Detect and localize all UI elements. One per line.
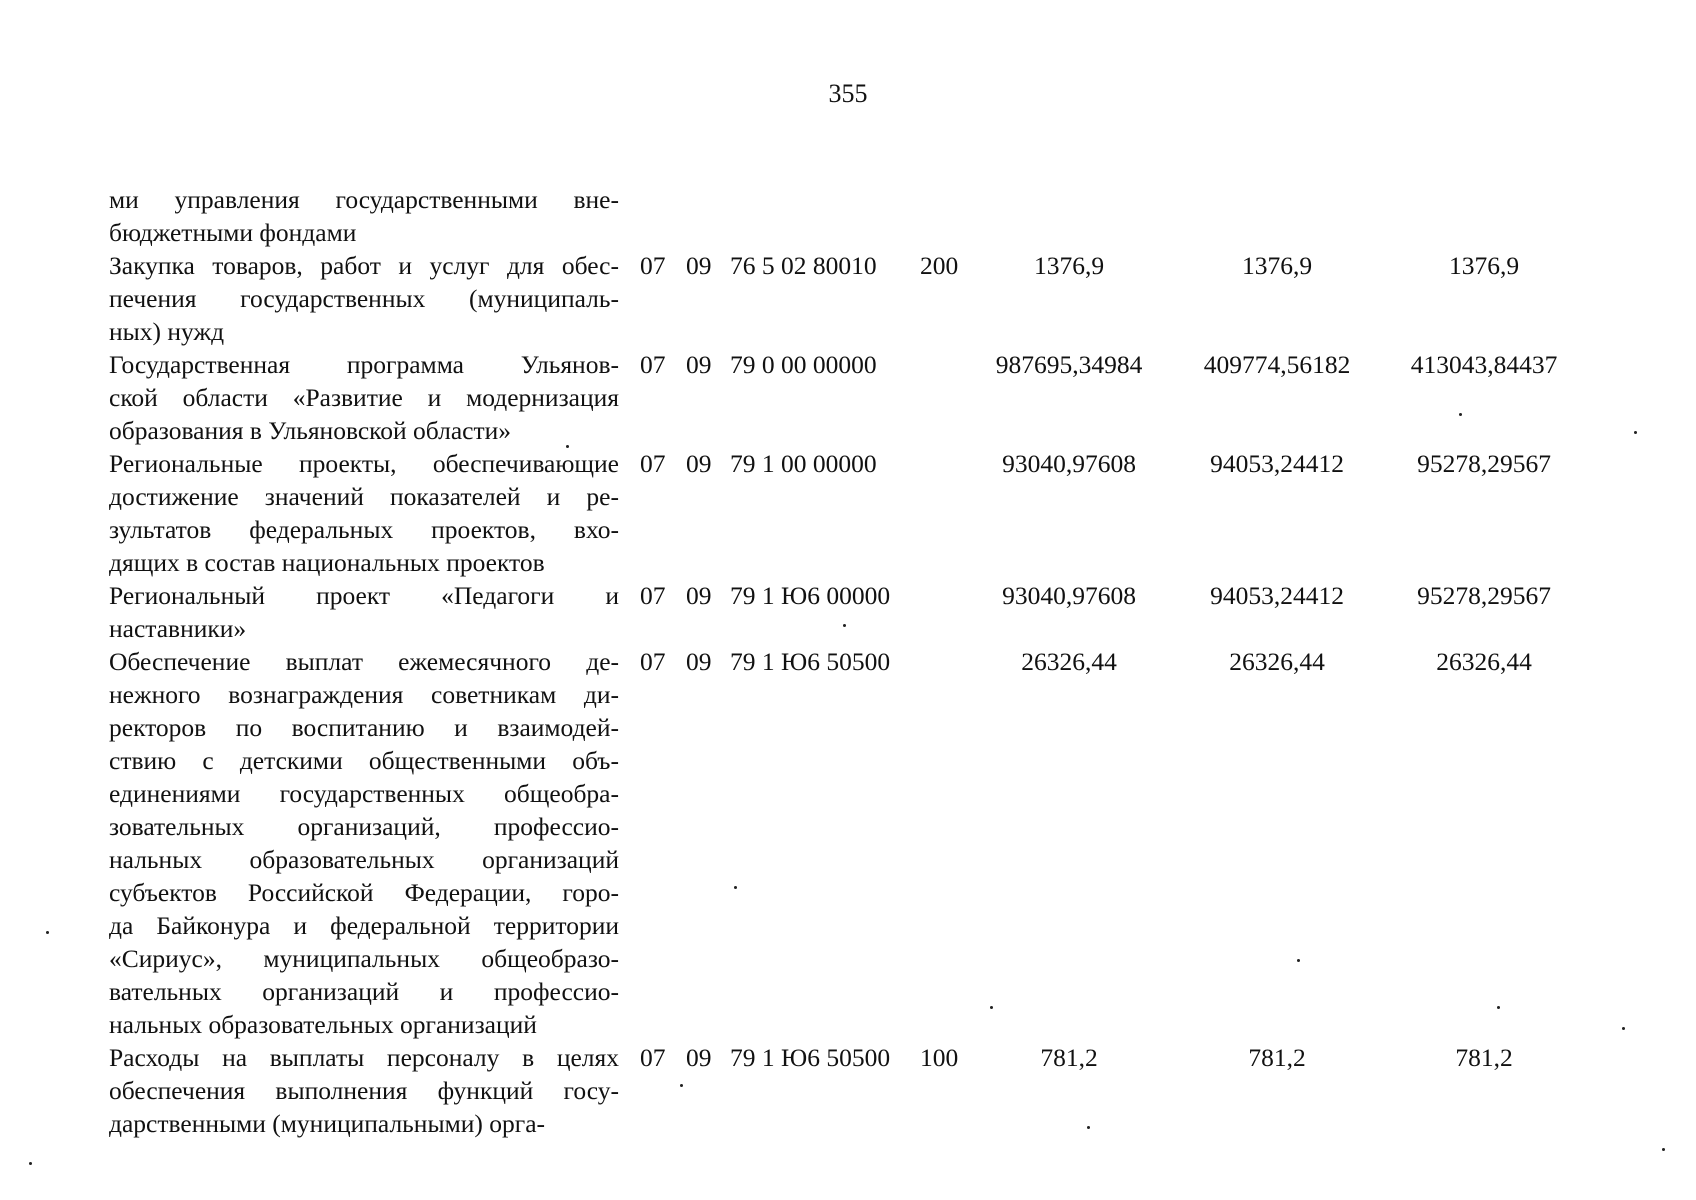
description-line: бюджетными фондами [109,218,357,247]
description-line: дарственными (муниципальными) орга- [109,1109,546,1138]
description-line: «Сириус», муниципальных общеобразо- [109,944,619,973]
table-row [109,447,1579,579]
scan-speck [734,886,737,889]
table-row [109,348,1579,447]
target-article-code: 79 1 Ю6 50500 [730,1043,891,1072]
scan-speck [990,1006,993,1009]
scan-speck [566,445,569,448]
amount-year-1: 1376,9 [1033,251,1105,280]
description-line: нежного вознаграждения советникам ди- [109,680,619,709]
description-line: нальных образовательных организаций [109,845,619,874]
scan-speck [1662,1148,1665,1151]
row-description [109,1041,619,1140]
section-code: 07 [640,581,666,610]
table-row [109,579,1579,645]
description-line: достижение значений показателей и ре- [109,482,619,511]
amount-year-3: 781,2 [1455,1043,1513,1072]
description-line: образования в Ульяновской области» [109,416,512,445]
scan-speck [1497,1006,1500,1009]
scan-speck [680,1084,683,1087]
description-line: Обеспечение выплат ежемесячного де- [109,647,619,676]
amount-year-2: 781,2 [1248,1043,1306,1072]
table-row [109,183,1579,249]
description-line: Закупка товаров, работ и услуг для обес- [109,251,619,280]
description-line: Региональные проекты, обеспечивающие [109,449,619,478]
table-row [109,1041,1579,1140]
amount-year-1: 987695,34984 [995,350,1143,379]
row-description [109,645,619,1041]
description-line: субъектов Российской Федерации, горо- [109,878,619,907]
amount-year-2: 94053,24412 [1210,581,1344,610]
amount-year-2: 26326,44 [1229,647,1325,676]
subsection-code: 09 [686,581,712,610]
target-article-code: 76 5 02 80010 [730,251,877,280]
description-line: ных) нужд [109,317,225,346]
subsection-code: 09 [686,647,712,676]
subsection-code: 09 [686,1043,712,1072]
amount-year-3: 95278,29567 [1417,581,1551,610]
scan-speck [843,624,846,627]
section-code: 07 [640,350,666,379]
description-line: Региональный проект «Педагоги и [109,581,619,610]
row-description [109,183,619,249]
amount-year-2: 1376,9 [1241,251,1313,280]
description-line: вательных организаций и профессио- [109,977,619,1006]
scan-speck [29,1162,32,1165]
description-line: да Байконура и федеральной территории [109,911,619,940]
scan-speck [1459,413,1462,416]
scan-speck [1297,959,1300,962]
description-line: Расходы на выплаты персоналу в целях [109,1043,619,1072]
target-article-code: 79 1 Ю6 50500 [730,647,891,676]
budget-table [109,183,1579,1140]
section-code: 07 [640,647,666,676]
target-article-code: 79 1 Ю6 00000 [730,581,891,610]
amount-year-2: 94053,24412 [1210,449,1344,478]
amount-year-3: 95278,29567 [1417,449,1551,478]
description-line: печения государственных (муниципаль- [109,284,619,313]
target-article-code: 79 1 00 00000 [730,449,877,478]
scan-speck [46,931,49,934]
scan-speck [1634,431,1637,434]
amount-year-1: 93040,97608 [1002,581,1136,610]
expense-type-code: 100 [920,1043,959,1072]
amount-year-1: 93040,97608 [1002,449,1136,478]
amount-year-1: 781,2 [1040,1043,1098,1072]
description-line: нальных образовательных организаций [109,1010,537,1039]
expense-type-code: 200 [920,251,959,280]
scan-speck [1622,1027,1625,1030]
subsection-code: 09 [686,350,712,379]
row-description [109,579,619,645]
target-article-code: 79 0 00 00000 [730,350,877,379]
description-line: ствию с детскими общественными объ- [109,746,619,775]
description-line: ректоров по воспитанию и взаимодей- [109,713,619,742]
scan-speck [1087,1126,1090,1129]
description-line: зультатов федеральных проектов, вхо- [109,515,619,544]
amount-year-2: 409774,56182 [1203,350,1351,379]
amount-year-3: 413043,84437 [1410,350,1558,379]
amount-year-3: 1376,9 [1448,251,1520,280]
description-line: ми управления государственными вне- [109,185,619,214]
section-code: 07 [640,1043,666,1072]
description-line: дящих в состав национальных проектов [109,548,545,577]
row-description [109,447,619,579]
description-line: наставники» [109,614,247,643]
section-code: 07 [640,449,666,478]
subsection-code: 09 [686,251,712,280]
subsection-code: 09 [686,449,712,478]
section-code: 07 [640,251,666,280]
amount-year-1: 26326,44 [1021,647,1117,676]
row-description [109,249,619,348]
description-line: обеспечения выполнения функций госу- [109,1076,619,1105]
description-line: ской области «Развитие и модернизация [109,383,619,412]
row-description [109,348,619,447]
description-line: единениями государственных общеобра- [109,779,619,808]
table-row [109,249,1579,348]
table-row [109,645,1579,1041]
amount-year-3: 26326,44 [1436,647,1532,676]
page-number: 355 [828,79,868,108]
description-line: Государственная программа Ульянов- [109,350,619,379]
description-line: зовательных организаций, профессио- [109,812,619,841]
